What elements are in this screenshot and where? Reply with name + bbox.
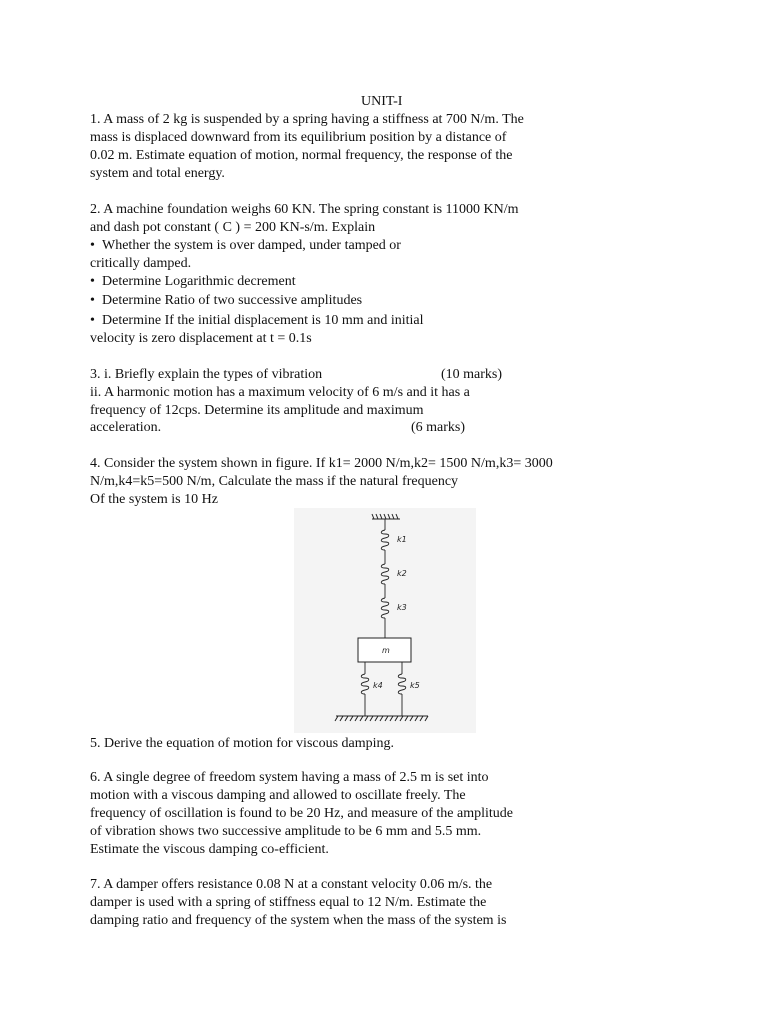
q3-line: acceleration. xyxy=(90,420,162,435)
spring-k3-coil xyxy=(381,598,389,618)
q7-line: damper is used with a spring of stiffness equal to 12 N/m. Estimate the xyxy=(90,895,487,910)
q3-marks-ii: (6 marks) xyxy=(411,420,466,435)
label-k5: k5 xyxy=(410,681,420,690)
q2-line: velocity is zero displacement at t = 0.1s xyxy=(90,331,312,346)
bullet-icon: • xyxy=(90,293,95,308)
q4-line: N/m,k4=k5=500 N/m, Calculate the mass if the natural frequency xyxy=(90,474,459,489)
top-ground-support xyxy=(372,514,400,519)
q3-line: 3. i. Briefly explain the types of vibration xyxy=(90,367,323,382)
label-mass: m xyxy=(382,646,390,655)
bullet-icon: • xyxy=(90,313,95,328)
bullet-icon: • xyxy=(90,238,95,253)
label-k3: k3 xyxy=(397,603,407,612)
spring-chain xyxy=(381,519,389,638)
q3-marks-i: (10 marks) xyxy=(441,367,503,382)
q6-line: motion with a viscous damping and allowed to oscillate freely. The xyxy=(90,788,466,803)
q6-line: frequency of oscillation is found to be 20 Hz, and measure of the amplitude xyxy=(90,806,513,821)
q4-line: 4. Consider the system shown in figure. If k1= 2000 N/m,k2= 1500 N/m,k3= 3000 xyxy=(90,456,553,471)
q6-line: 6. A single degree of freedom system having a mass of 2.5 m is set into xyxy=(90,770,489,785)
q2-bullet-text: Determine Ratio of two successive amplitudes xyxy=(102,293,363,308)
spring-k5-coil xyxy=(398,674,406,694)
q1-line: 1. A mass of 2 kg is suspended by a spring having a stiffness at 700 N/m. The xyxy=(90,112,524,127)
label-k1: k1 xyxy=(397,535,407,544)
q2-bullet-item xyxy=(90,312,424,330)
label-k2: k2 xyxy=(397,569,407,578)
q2-bullet-text: Determine Logarithmic decrement xyxy=(102,274,296,289)
q3-line: frequency of 12cps. Determine its amplitude and maximum xyxy=(90,403,424,418)
q2-line: 2. A machine foundation weighs 60 KN. The spring constant is 11000 KN/m xyxy=(90,202,519,217)
q2-bullet-text: Determine If the initial displacement is 10 mm and initial xyxy=(102,313,424,328)
q2-bullet-text: Whether the system is over damped, under tamped or xyxy=(102,238,401,253)
bottom-ground-support xyxy=(335,716,428,721)
spring-mass-diagram xyxy=(294,508,476,733)
q6-line: Estimate the viscous damping co-efficient. xyxy=(90,842,329,857)
q1-line: mass is displaced downward from its equilibrium position by a distance of xyxy=(90,130,507,145)
q2-bullet-item xyxy=(90,237,401,255)
q1-line: system and total energy. xyxy=(90,166,225,181)
label-k4: k4 xyxy=(373,681,383,690)
q7-line: 7. A damper offers resistance 0.08 N at a constant velocity 0.06 m/s. the xyxy=(90,877,493,892)
spring-k4-coil xyxy=(361,674,369,694)
lower-springs xyxy=(361,662,406,716)
q1-line: 0.02 m. Estimate equation of motion, normal frequency, the response of the xyxy=(90,148,513,163)
q3-line: ii. A harmonic motion has a maximum velocity of 6 m/s and it has a xyxy=(90,385,470,400)
q4-line: Of the system is 10 Hz xyxy=(90,492,218,507)
bullet-icon: • xyxy=(90,274,95,289)
q2-line: and dash pot constant ( C ) = 200 KN-s/m. Explain xyxy=(90,220,376,235)
q6-line: of vibration shows two successive amplitude to be 6 mm and 5.5 mm. xyxy=(90,824,482,839)
spring-k2-coil xyxy=(381,564,389,584)
q2-line: critically damped. xyxy=(90,256,192,271)
spring-mass-figure xyxy=(294,508,476,733)
spring-k1-coil xyxy=(381,530,389,550)
q5-line: 5. Derive the equation of motion for viscous damping. xyxy=(90,736,395,751)
q7-line: damping ratio and frequency of the system when the mass of the system is xyxy=(90,913,507,928)
q2-bullet-item xyxy=(90,273,296,291)
page-title: UNIT-I xyxy=(361,94,403,109)
q2-bullet-item xyxy=(90,292,362,310)
